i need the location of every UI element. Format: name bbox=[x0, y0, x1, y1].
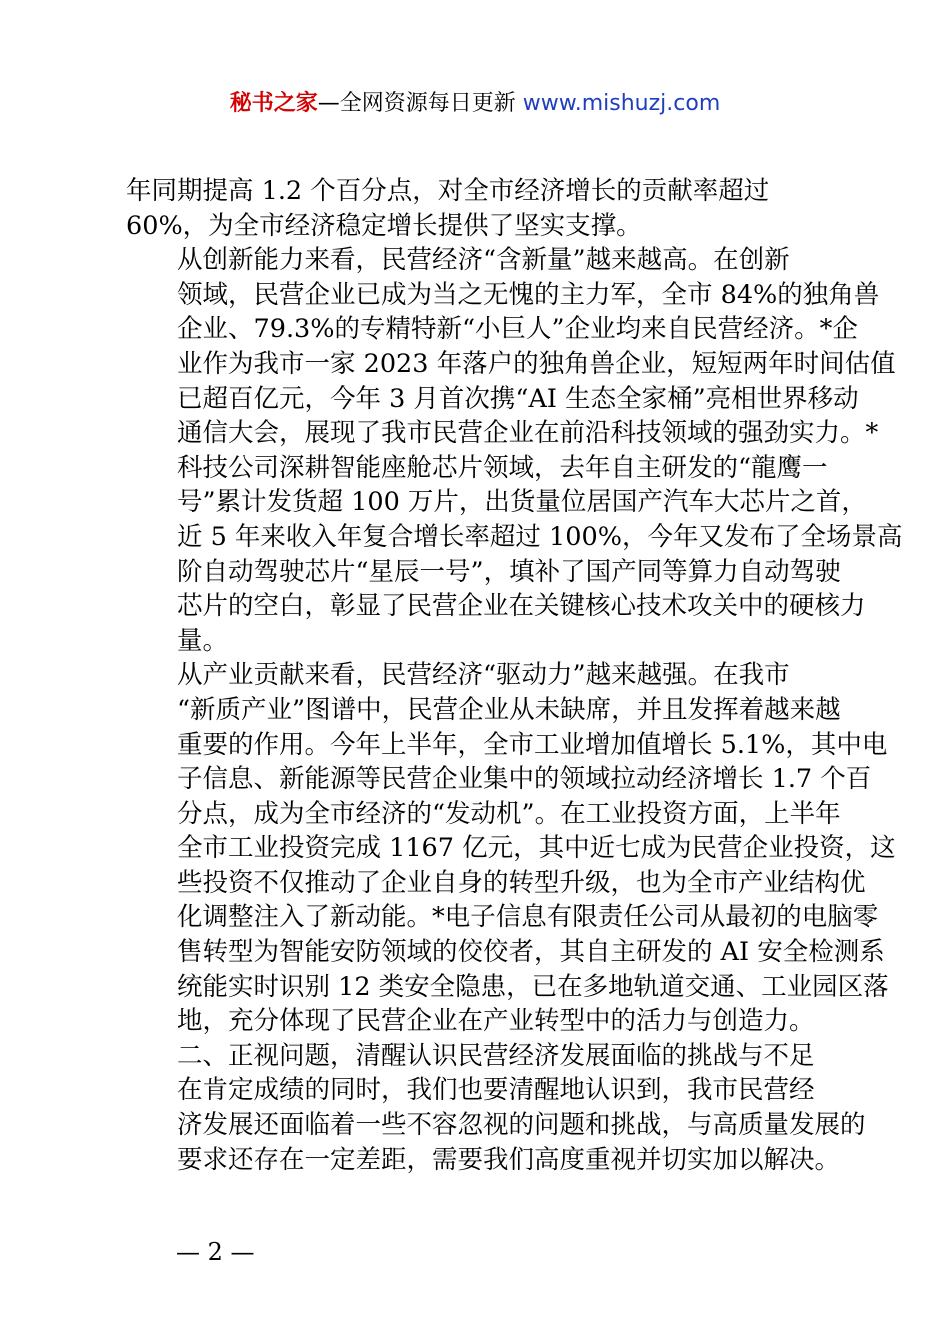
text-line: 二、正视问题，清醒认识民营经济发展面临的挑战与不足 bbox=[177, 1040, 815, 1071]
paragraph-innovation bbox=[126, 243, 903, 658]
text-line: 芯片的空白，彰显了民营企业在关键核心技术攻关中的硬核力 bbox=[177, 591, 866, 622]
text-line: 年同期提高 1.2 个百分点，对全市经济增长的贡献率超过 bbox=[126, 176, 770, 206]
paragraph-industry bbox=[126, 658, 896, 1039]
paragraph-continued bbox=[126, 174, 834, 243]
site-url-link[interactable]: www.mishuzj.com bbox=[522, 91, 721, 116]
text-line: 地，充分体现了民营企业在产业转型中的活力与创造力。 bbox=[177, 1006, 815, 1037]
site-header bbox=[0, 88, 950, 120]
text-line: 济发展还面临着一些不容忽视的问题和挑战，与高质量发展的 bbox=[177, 1110, 866, 1141]
text-line: 领域，民营企业已成为当之无愧的主力军，全市 84%的独角兽 bbox=[177, 279, 880, 310]
text-line: 量。 bbox=[177, 625, 229, 656]
text-line: 要求还存在一定差距，需要我们高度重视并切实加以解决。 bbox=[177, 1144, 841, 1175]
text-line: 已超百亿元，今年 3 月首次携“AI 生态全家桶”亮相世界移动 bbox=[177, 383, 859, 414]
text-line: 重要的作用。今年上半年，全市工业增加值增长 5.1%，其中电 bbox=[177, 729, 888, 760]
text-line: 近 5 年来收入年复合增长率超过 100%，今年又发布了全场景高 bbox=[177, 521, 903, 552]
paragraph-challenges bbox=[126, 1073, 866, 1177]
text-line: 科技公司深耕智能座舱芯片领域，去年自主研发的“龍鹰一 bbox=[177, 452, 828, 483]
text-line: 子信息、新能源等民营企业集中的领域拉动经济增长 1.7 个百 bbox=[177, 764, 872, 795]
site-brand: 秘书之家 bbox=[229, 91, 318, 116]
text-line: 分点，成为全市经济的“发动机”。在工业投资方面，上半年 bbox=[177, 798, 841, 829]
text-line: 号”累计发货超 100 万片，出货量位居国产汽车大芯片之首， bbox=[177, 487, 867, 518]
text-line: 些投资不仅推动了企业自身的转型升级，也为全市产业结构优 bbox=[177, 867, 866, 898]
text-line: 从创新能力来看，民营经济“含新量”越来越高。在创新 bbox=[177, 245, 790, 276]
site-tagline: —全网资源每日更新 bbox=[317, 91, 523, 116]
text-line: 全市工业投资完成 1167 亿元，其中近七成为民营企业投资，这 bbox=[177, 833, 896, 864]
text-line: 从产业贡献来看，民营经济“驱动力”越来越强。在我市 bbox=[177, 660, 790, 691]
text-line: 企业、79.3%的专精特新“小巨人”企业均来自民营经济。*企 bbox=[177, 314, 858, 345]
text-line: 在肯定成绩的同时，我们也要清醒地认识到，我市民营经 bbox=[177, 1075, 815, 1106]
text-line: 60%，为全市经济稳定增长提供了坚实支撑。 bbox=[126, 210, 642, 241]
document-body bbox=[126, 174, 903, 1177]
text-line: 化调整注入了新动能。*电子信息有限责任公司从最初的电脑零 bbox=[177, 902, 879, 933]
page-number: — 2 — bbox=[176, 1238, 255, 1266]
text-line: 阶自动驾驶芯片“星辰一号”，填补了国产同等算力自动驾驶 bbox=[177, 556, 841, 587]
text-line: 售转型为智能安防领域的佼佼者，其自主研发的 AI 安全检测系 bbox=[177, 937, 885, 968]
section-heading bbox=[126, 1039, 834, 1074]
text-line: 统能实时识别 12 类安全隐患，已在多地轨道交通、工业园区落 bbox=[177, 971, 889, 1002]
text-line: 通信大会，展现了我市民营企业在前沿科技领域的强劲实力。* bbox=[177, 418, 879, 449]
text-line: “新质产业”图谱中，民营企业从未缺席，并且发挥着越来越 bbox=[177, 694, 841, 725]
text-line: 业作为我市一家 2023 年落户的独角兽企业，短短两年时间估值 bbox=[177, 348, 896, 379]
